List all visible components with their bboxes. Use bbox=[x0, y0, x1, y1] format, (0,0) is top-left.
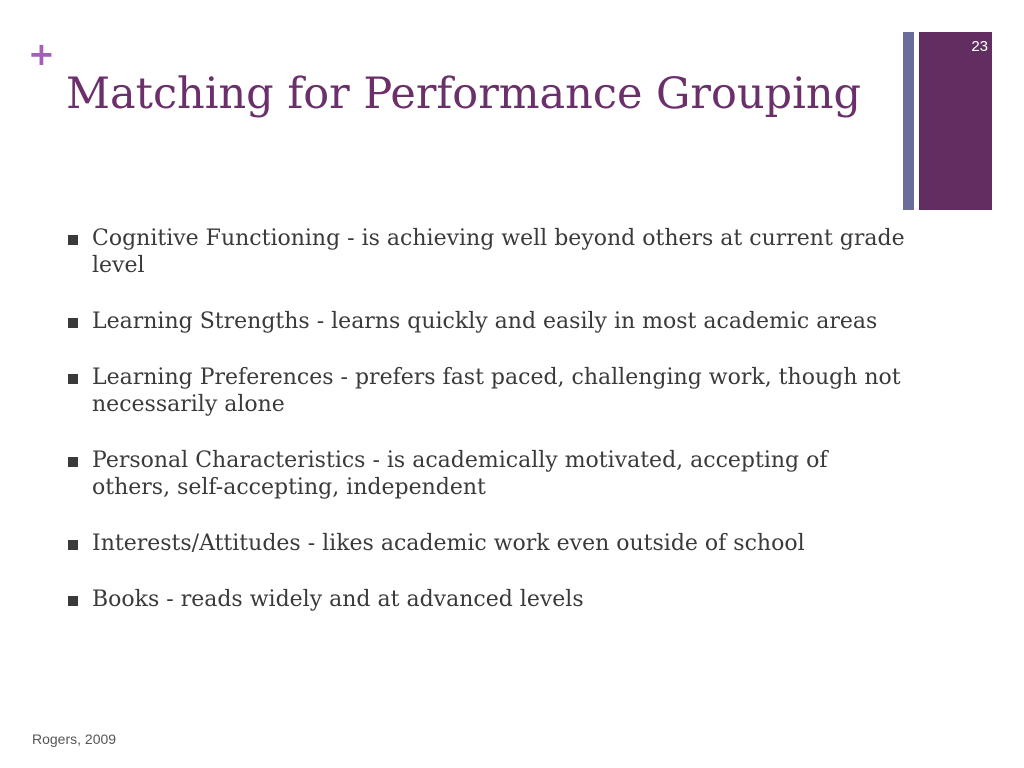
slide-title: Matching for Performance Grouping bbox=[66, 69, 862, 119]
citation: Rogers, 2009 bbox=[32, 731, 117, 747]
bullet-text: Learning Preferences - prefers fast paced, challenging work, though not necessarily alone bbox=[92, 365, 901, 417]
square-bullet-icon bbox=[68, 235, 78, 245]
square-bullet-icon bbox=[68, 596, 78, 606]
square-bullet-icon bbox=[68, 318, 78, 328]
bullet-list bbox=[68, 225, 908, 642]
decorative-band-thick bbox=[919, 32, 992, 210]
bullet-item bbox=[68, 225, 908, 279]
bullet-text: Learning Strengths - learns quickly and easily in most academic areas bbox=[92, 309, 878, 334]
slide-number: 23 bbox=[971, 38, 988, 55]
bullet-item bbox=[68, 447, 908, 501]
bullet-item bbox=[68, 586, 908, 613]
bullet-text: Books - reads widely and at advanced levels bbox=[92, 587, 584, 612]
square-bullet-icon bbox=[68, 374, 78, 384]
bullet-item bbox=[68, 364, 908, 418]
bullet-text: Interests/Attitudes - likes academic work even outside of school bbox=[92, 531, 805, 556]
square-bullet-icon bbox=[68, 457, 78, 467]
plus-icon: + bbox=[28, 35, 55, 73]
square-bullet-icon bbox=[68, 540, 78, 550]
bullet-item bbox=[68, 308, 908, 335]
bullet-item bbox=[68, 530, 908, 557]
bullet-text: Cognitive Functioning - is achieving well beyond others at current grade level bbox=[92, 226, 905, 278]
bullet-text: Personal Characteristics - is academically motivated, accepting of others, self-accepting, independent bbox=[92, 448, 828, 500]
decorative-band-thin bbox=[903, 32, 914, 210]
